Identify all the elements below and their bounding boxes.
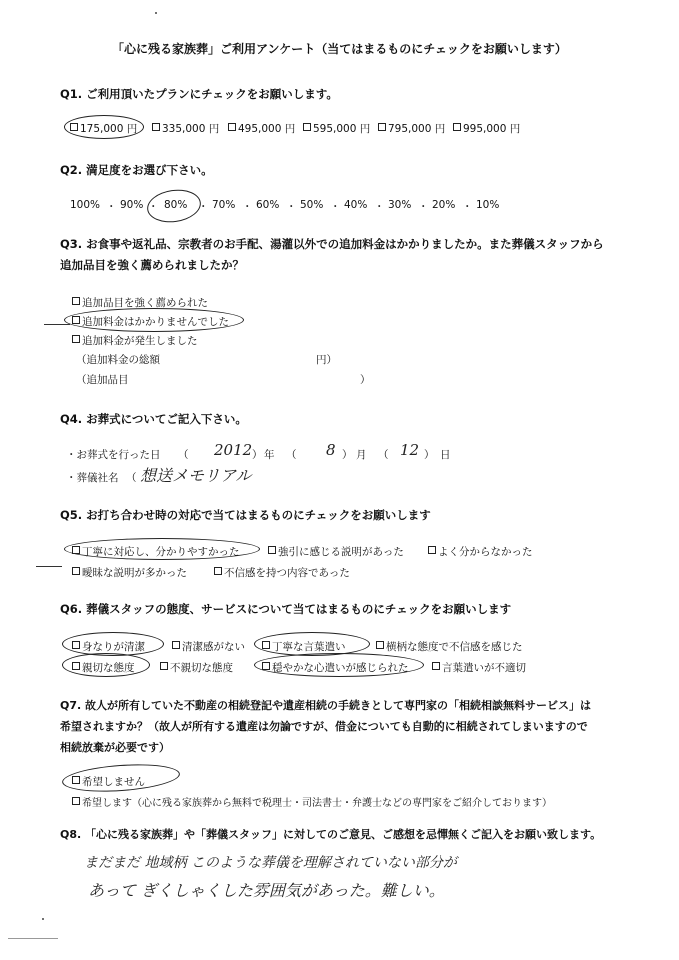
q2-sep: ・ [418, 201, 429, 213]
q1-option-595000[interactable]: 595,000 円 [303, 121, 370, 136]
checkbox-icon [262, 641, 270, 649]
q2-option-10[interactable]: 10% [476, 199, 500, 211]
checkbox-icon [428, 546, 436, 554]
q1-option-495000[interactable]: 495,000 円 [228, 121, 295, 136]
q7-question-line2: 希望されますか？（故人が所有する遺産は勿論ですが、借金についても自動的に相続されてしまいますので [60, 720, 588, 733]
checkbox-icon [70, 123, 78, 131]
q3-amount-unit: 円） [316, 354, 337, 366]
q1-option-995000[interactable]: 995,000 円 [453, 121, 520, 136]
q1-option-335000[interactable]: 335,000 円 [152, 121, 219, 136]
checkbox-icon [72, 567, 80, 575]
q4-month-value[interactable]: 8 [326, 441, 336, 459]
checkbox-icon [72, 546, 80, 554]
q4-paren: （ [126, 472, 137, 484]
checkbox-icon [72, 297, 80, 305]
q6-option-unkind[interactable]: 不親切な態度 [160, 660, 233, 675]
q2-option-30[interactable]: 30% [388, 199, 412, 211]
checkbox-icon [72, 776, 80, 784]
q7-option-decline[interactable]: 希望しません [72, 774, 145, 789]
q2-sep: ・ [148, 201, 159, 213]
survey-title: 「心に残る家族葬」ご利用アンケート（当てはまるものにチェックをお願いします） [112, 42, 567, 56]
q3-question-line1: Q3. お食事や返礼品、宗教者のお手配、湯灌以外での追加料金はかかりましたか。また葬儀スタッフから [60, 237, 604, 251]
q2-option-90[interactable]: 90% [120, 199, 144, 211]
q6-option-rude-words[interactable]: 言葉遣いが不適切 [432, 660, 526, 675]
q5-option-forceful[interactable]: 強引に感じる説明があった [268, 544, 404, 559]
checkbox-icon [432, 662, 440, 670]
q5-option-vague[interactable]: 曖昧な説明が多かった [72, 565, 187, 580]
q4-year-unit: 年 [264, 449, 275, 461]
q4-paren: （ [178, 449, 189, 461]
q4-year-value[interactable]: 2012 [214, 441, 253, 459]
q2-option-50[interactable]: 50% [300, 199, 324, 211]
q2-sep: ・ [374, 201, 385, 213]
checkbox-icon [72, 335, 80, 343]
q4-day-unit: 日 [440, 449, 451, 461]
q2-sep: ・ [106, 201, 117, 213]
q2-sep: ・ [242, 201, 253, 213]
q3-items-close: ） [360, 374, 371, 386]
checkbox-icon [72, 641, 80, 649]
q3-amount-label: （追加料金の総額 [76, 354, 160, 366]
q3-option-no-extra[interactable]: 追加料金はかかりませんでした [72, 314, 229, 329]
q6-option-polite-words[interactable]: 丁寧な言葉遣い [262, 639, 346, 654]
q8-answer-line2[interactable]: あって ぎくしゃくした雰囲気があった。難しい。 [88, 881, 445, 900]
q2-sep: ・ [330, 201, 341, 213]
q2-question: Q2. 満足度をお選び下さい。 [60, 163, 213, 177]
q6-question: Q6. 葬儀スタッフの態度、サービスについて当てはまるものにチェックをお願いします [60, 602, 512, 616]
q4-paren: ） [252, 449, 263, 461]
checkbox-icon [72, 797, 80, 805]
q2-option-80[interactable]: 80% [164, 199, 188, 211]
pen-stroke [36, 566, 62, 567]
q3-question-line2: 追加品目を強く薦められましたか？ [60, 258, 244, 272]
q2-option-100[interactable]: 100% [70, 199, 101, 211]
q1-question: Q1. ご利用頂いたプランにチェックをお願いします。 [60, 87, 338, 101]
stray-mark [155, 12, 157, 14]
q1-option-175000[interactable]: 175,000 円 [70, 121, 137, 136]
q5-option-polite[interactable]: 丁寧に対応し、分かりやすかった [72, 544, 240, 559]
q1-option-795000[interactable]: 795,000 円 [378, 121, 445, 136]
q4-month-unit: 月 [356, 449, 367, 461]
q4-paren: ） [424, 449, 435, 461]
q4-day-value[interactable]: 12 [400, 441, 420, 459]
q6-option-arrogant[interactable]: 横柄な態度で不信感を感じた [376, 639, 523, 654]
q4-date-label: ・お葬式を行った日 [66, 449, 161, 461]
checkbox-icon [214, 567, 222, 575]
q7-question-line1: Q7. 故人が所有していた不動産の相続登記や遺産相続の手続きとして専門家の「相続相談無料サービス」は [60, 699, 592, 712]
checkbox-icon [72, 316, 80, 324]
q2-sep: ・ [286, 201, 297, 213]
q4-paren: （ [378, 449, 389, 461]
checkbox-icon [268, 546, 276, 554]
q4-paren: ） [342, 449, 353, 461]
checkbox-icon [172, 641, 180, 649]
q2-option-40[interactable]: 40% [344, 199, 368, 211]
q5-question: Q5. お打ち合わせ時の対応で当てはまるものにチェックをお願いします [60, 508, 431, 522]
q6-option-clean[interactable]: 身なりが清潔 [72, 639, 145, 654]
q6-option-gentle[interactable]: 穏やかな心遣いが感じられた [262, 660, 409, 675]
q3-items-label: （追加品目 [76, 374, 129, 386]
pen-stroke [44, 324, 70, 325]
q8-question: Q8. 「心に残る家族葬」や「葬儀スタッフ」に対してのご意見、ご感想を忌憚無くご記入をお願い致します。 [60, 828, 602, 841]
q4-company-value[interactable]: 想送メモリアル [140, 466, 252, 485]
checkbox-icon [376, 641, 384, 649]
q5-option-unclear[interactable]: よく分からなかった [428, 544, 533, 559]
q2-sep: ・ [198, 201, 209, 213]
q4-paren: （ [286, 449, 297, 461]
q3-option-pushed[interactable]: 追加品目を強く薦められた [72, 295, 208, 310]
checkbox-icon [378, 123, 386, 131]
checkbox-icon [160, 662, 168, 670]
q6-option-unclean[interactable]: 清潔感がない [172, 639, 245, 654]
q2-option-60[interactable]: 60% [256, 199, 280, 211]
stray-mark [42, 918, 44, 920]
q5-option-distrust[interactable]: 不信感を持つ内容であった [214, 565, 350, 580]
checkbox-icon [228, 123, 236, 131]
checkbox-icon [72, 662, 80, 670]
q2-option-20[interactable]: 20% [432, 199, 456, 211]
q2-sep: ・ [462, 201, 473, 213]
q3-option-extra[interactable]: 追加料金が発生しました [72, 333, 198, 348]
stray-mark [8, 938, 58, 939]
q2-option-70[interactable]: 70% [212, 199, 236, 211]
q7-option-request[interactable]: 希望します（心に残る家族葬から無料で税理士・司法書士・弁護士などの専門家をご紹介しております） [72, 794, 552, 809]
checkbox-icon [303, 123, 311, 131]
q8-answer-line1[interactable]: まだまだ 地域柄 このような葬儀を理解されていない部分が [84, 855, 457, 871]
checkbox-icon [453, 123, 461, 131]
q4-question: Q4. お葬式についてご記入下さい。 [60, 412, 247, 426]
checkbox-icon [262, 662, 270, 670]
checkbox-icon [152, 123, 160, 131]
q4-company-label: ・葬儀社名 [66, 472, 119, 484]
q6-option-kind[interactable]: 親切な態度 [72, 660, 135, 675]
q7-question-line3: 相続放棄が必要です） [60, 741, 170, 754]
